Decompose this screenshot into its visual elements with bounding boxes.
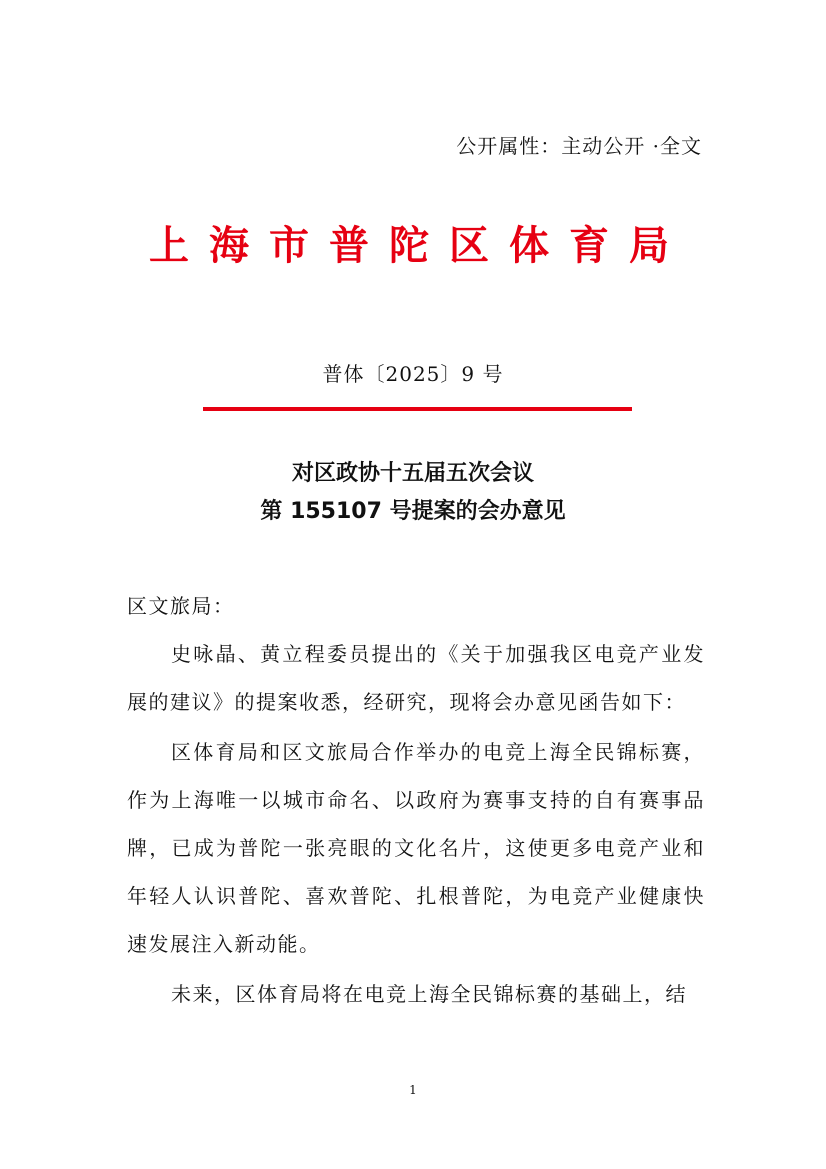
document-number: 普体〔2025〕9 号 [322,362,504,386]
document-body [127,582,705,1018]
disclosure-label: 公开属性：主动公开 ·全文 [456,134,702,158]
body-paragraph: 史咏晶、黄立程委员提出的《关于加强我区电竞产业发展的建议》的提案收悉，经研究，现将会办意见函告如下： [127,642,705,714]
page-number: 1 [409,1083,417,1097]
document-title-line-2: 第 155107 号提案的会办意见 [260,499,566,524]
body-paragraph: 区体育局和区文旅局合作举办的电竞上海全民锦标赛，作为上海唯一以城市命名、以政府为赛事支持的自有赛事品牌，已成为普陀一张亮眼的文化名片，这使更多电竞产业和年轻人认识普陀、喜欢普陀、扎根普陀，为电竞产业健康快速发展注入新动能。 [127,740,705,956]
issuer-header-title: 上海市普陀区体育局 [149,222,689,269]
document-title [0,455,826,531]
recipient-line: 区文旅局： [127,594,235,618]
body-paragraph: 未来，区体育局将在电竞上海全民锦标赛的基础上，结 [171,982,687,1006]
document-title-line-1: 对区政协十五届五次会议 [291,461,534,486]
red-divider-rule [203,407,632,411]
